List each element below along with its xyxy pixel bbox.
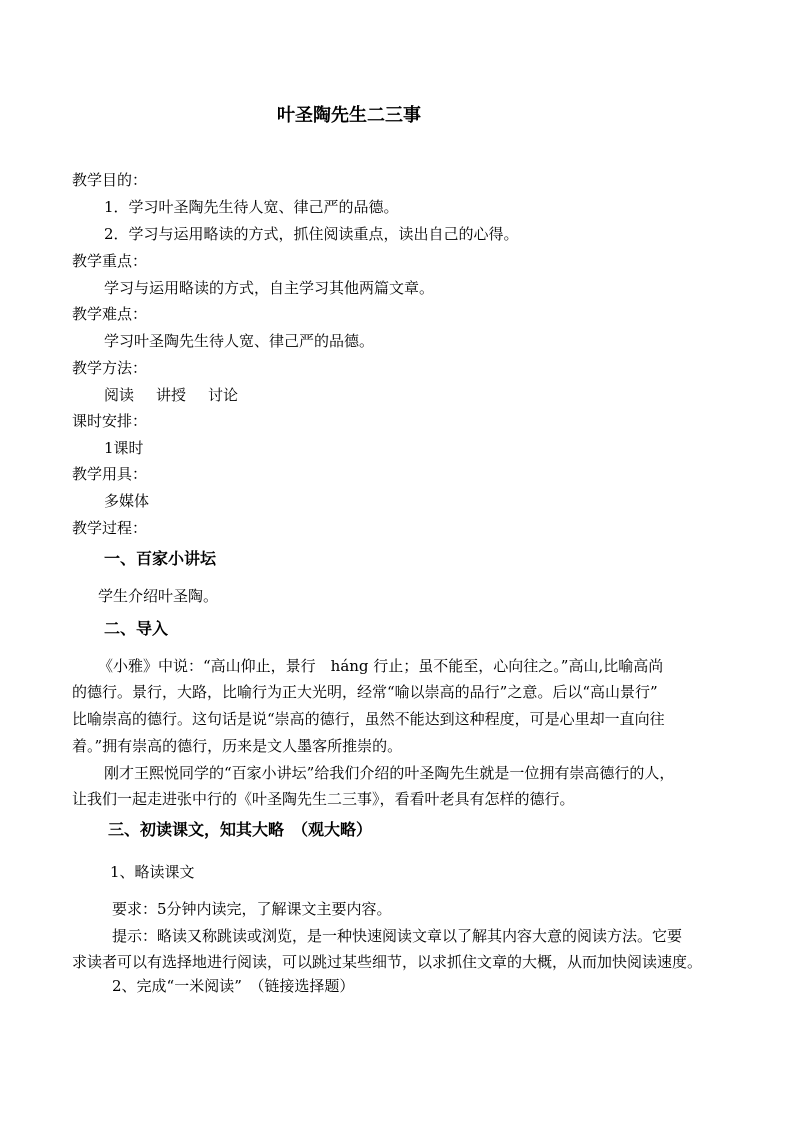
- section-3-sub2: 2、完成“一米阅读” （链接选择题）: [112, 977, 355, 995]
- method-reading: 阅读: [104, 386, 135, 404]
- objective-item-2: 2．学习与运用略读的方式，抓住阅读重点，读出自己的心得。: [104, 225, 519, 243]
- methods-list: [104, 385, 238, 405]
- section-3-heading: 三、初读课文，知其大略 （观大略）: [108, 820, 373, 839]
- objective-item-1: 1．学习叶圣陶先生待人宽、律己严的品德。: [104, 198, 399, 216]
- tip-line1: 提示：略读又称跳读或浏览，是一种快速阅读文章以了解其内容大意的阅读方法。它要: [112, 927, 683, 945]
- method-discussion: 讨论: [208, 386, 239, 404]
- process-label: 教学过程：: [72, 519, 148, 537]
- intro-para1-line1: 《小雅》中说：“高山仰止，景行 háng 行止；虽不能至，心向往之。”高山,比喻高尚: [98, 657, 664, 675]
- intro-para1-line4: 着。”拥有崇高的德行，历来是文人墨客所推崇的。: [72, 737, 403, 755]
- method-lecture: 讲授: [156, 386, 187, 404]
- intro-para2-line1: 刚才王熙悦同学的“百家小讲坛”给我们介绍的叶圣陶先生就是一位拥有崇高德行的人，: [104, 764, 675, 782]
- section-1-heading: 一、百家小讲坛: [104, 549, 217, 568]
- tools-label: 教学用具：: [72, 465, 148, 483]
- intro-para2-line2: 让我们一起走进张中行的《叶圣陶先生二三事》，看看叶老具有怎样的德行。: [72, 790, 575, 808]
- tip-line2: 求读者可以有选择地进行阅读，可以跳过某些细节，以求抓住文章的大概，从而加快阅读速度。: [72, 953, 703, 971]
- methods-label: 教学方法：: [72, 359, 148, 377]
- difficulties-text: 学习叶圣陶先生待人宽、律己严的品德。: [104, 332, 375, 350]
- section-1-text: 学生介绍叶圣陶。: [98, 587, 219, 605]
- key-points-label: 教学重点：: [72, 252, 148, 270]
- difficulties-label: 教学难点：: [72, 305, 148, 323]
- intro-para1-line3: 比喻崇高的德行。这句话是说“崇高的德行，虽然不能达到这种程度，可是心里却一直向往: [72, 710, 665, 728]
- key-points-text: 学习与运用略读的方式，自主学习其他两篇文章。: [104, 279, 435, 297]
- objectives-label: 教学目的：: [72, 171, 148, 189]
- section-3-sub1: 1、略读课文: [110, 863, 195, 881]
- schedule-label: 课时安排：: [72, 412, 148, 430]
- schedule-text: 1课时: [104, 439, 144, 457]
- section-2-heading: 二、导入: [104, 619, 169, 638]
- document-title: 叶圣陶先生二三事: [277, 105, 421, 126]
- requirement-text: 要求：5分钟内读完，了解课文主要内容。: [112, 900, 392, 918]
- tools-text: 多媒体: [104, 492, 150, 510]
- intro-para1-line2: 的德行。景行，大路，比喻行为正大光明，经常“喻以崇高的品行”之意。后以“高山景行”: [72, 683, 658, 701]
